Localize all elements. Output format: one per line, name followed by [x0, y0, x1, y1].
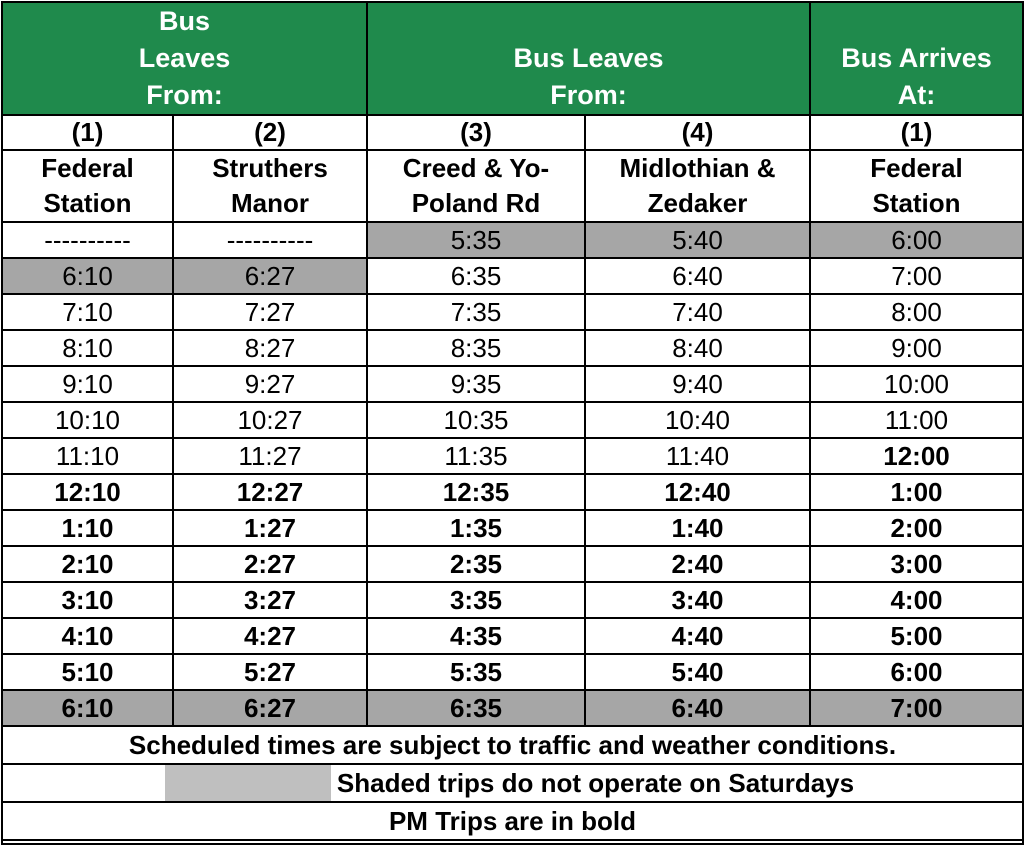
trip-time: 4:10 — [2, 618, 173, 654]
trip-time: 5:35 — [367, 222, 585, 258]
trip-time: 5:40 — [585, 654, 810, 690]
header-row — [2, 2, 1023, 115]
trip-time: 12:27 — [173, 474, 367, 510]
trip-row — [2, 690, 1023, 726]
header-bus-arrives-at — [810, 2, 1023, 115]
stop-name: Creed & Yo-Poland Rd — [367, 150, 585, 222]
trip-time: 9:10 — [2, 366, 173, 402]
trip-time: 2:35 — [367, 546, 585, 582]
trip-time: 6:10 — [2, 258, 173, 294]
trip-time: 4:35 — [367, 618, 585, 654]
trip-time: 2:27 — [173, 546, 367, 582]
stop-number: (1) — [810, 115, 1023, 150]
trip-time: 2:00 — [810, 510, 1023, 546]
trip-row — [2, 330, 1023, 366]
trip-time: 5:27 — [173, 654, 367, 690]
trip-time: 9:27 — [173, 366, 367, 402]
trip-time: 8:10 — [2, 330, 173, 366]
note-row-shaded — [2, 764, 1023, 802]
trip-time: 12:00 — [810, 438, 1023, 474]
trip-time: 3:27 — [173, 582, 367, 618]
trip-time: 8:27 — [173, 330, 367, 366]
trip-time: 12:35 — [367, 474, 585, 510]
trip-time: 7:10 — [2, 294, 173, 330]
trip-time: 6:40 — [585, 690, 810, 726]
trip-time: 6:40 — [585, 258, 810, 294]
trip-time: 8:00 — [810, 294, 1023, 330]
stop-number: (2) — [173, 115, 367, 150]
trip-row — [2, 366, 1023, 402]
trip-time: 6:35 — [367, 690, 585, 726]
shaded-note-text: Shaded trips do not operate on Saturdays — [336, 768, 855, 798]
note-row-traffic — [2, 726, 1023, 764]
note-row-bold — [2, 802, 1023, 840]
trip-time: 11:00 — [810, 402, 1023, 438]
trip-time: 7:40 — [585, 294, 810, 330]
trip-time: 1:10 — [2, 510, 173, 546]
bold-note: PM Trips are in bold — [2, 802, 1023, 840]
trip-row — [2, 654, 1023, 690]
trip-row — [2, 402, 1023, 438]
trip-time: 11:35 — [367, 438, 585, 474]
stop-number: (4) — [585, 115, 810, 150]
stop-number: (1) — [2, 115, 173, 150]
traffic-note: Scheduled times are subject to traffic and weather conditions. — [2, 726, 1023, 764]
trip-time: 8:40 — [585, 330, 810, 366]
trip-time: 4:00 — [810, 582, 1023, 618]
shaded-legend-swatch — [165, 765, 331, 801]
trip-time: 6:35 — [367, 258, 585, 294]
trip-time: 7:35 — [367, 294, 585, 330]
bus-schedule-table — [1, 1, 1024, 841]
trip-time: 10:27 — [173, 402, 367, 438]
trip-row — [2, 510, 1023, 546]
trip-time: 10:00 — [810, 366, 1023, 402]
trip-row — [2, 546, 1023, 582]
trip-time: 11:40 — [585, 438, 810, 474]
stop-number-row — [2, 115, 1023, 150]
trip-time: ---------- — [173, 222, 367, 258]
trip-time: ---------- — [2, 222, 173, 258]
trip-time: 3:10 — [2, 582, 173, 618]
trip-time: 2:10 — [2, 546, 173, 582]
trip-time: 9:40 — [585, 366, 810, 402]
trip-time: 11:27 — [173, 438, 367, 474]
trip-time: 6:27 — [173, 258, 367, 294]
stop-name: Midlothian & Zedaker — [585, 150, 810, 222]
trip-time: 5:40 — [585, 222, 810, 258]
trip-row — [2, 222, 1023, 258]
stop-name: Federal Station — [810, 150, 1023, 222]
trip-time: 2:40 — [585, 546, 810, 582]
trip-time: 6:27 — [173, 690, 367, 726]
trip-time: 10:35 — [367, 402, 585, 438]
trip-time: 6:00 — [810, 654, 1023, 690]
stop-name-row — [2, 150, 1023, 222]
trip-time: 10:40 — [585, 402, 810, 438]
trip-row — [2, 258, 1023, 294]
header-bus-leaves-from-2 — [367, 2, 810, 115]
trip-time: 1:35 — [367, 510, 585, 546]
trip-time: 12:10 — [2, 474, 173, 510]
trip-row — [2, 294, 1023, 330]
trip-time: 1:40 — [585, 510, 810, 546]
trip-time: 5:35 — [367, 654, 585, 690]
trip-time: 4:40 — [585, 618, 810, 654]
header-bus-leaves-from-1 — [2, 2, 367, 115]
trip-time: 3:40 — [585, 582, 810, 618]
trip-time: 1:27 — [173, 510, 367, 546]
trip-time: 4:27 — [173, 618, 367, 654]
trip-time: 10:10 — [2, 402, 173, 438]
trip-time: 6:10 — [2, 690, 173, 726]
trip-time: 7:27 — [173, 294, 367, 330]
header-label-1: Bus Leaves From: — [138, 6, 231, 110]
trip-time: 5:00 — [810, 618, 1023, 654]
trip-row — [2, 582, 1023, 618]
trip-time: 3:35 — [367, 582, 585, 618]
trip-time: 11:10 — [2, 438, 173, 474]
trip-time: 7:00 — [810, 258, 1023, 294]
header-label-3: Bus Arrives At: — [841, 43, 992, 110]
stop-name: Struthers Manor — [173, 150, 367, 222]
trip-time: 7:00 — [810, 690, 1023, 726]
trip-row — [2, 618, 1023, 654]
trip-time: 9:35 — [367, 366, 585, 402]
trip-time: 12:40 — [585, 474, 810, 510]
trip-time: 5:10 — [2, 654, 173, 690]
trip-time: 6:00 — [810, 222, 1023, 258]
trip-time: 1:00 — [810, 474, 1023, 510]
header-label-2: Bus Leaves From: — [513, 43, 664, 110]
trip-time: 8:35 — [367, 330, 585, 366]
stop-name: Federal Station — [2, 150, 173, 222]
trip-row — [2, 438, 1023, 474]
stop-number: (3) — [367, 115, 585, 150]
trip-row — [2, 474, 1023, 510]
trip-time: 3:00 — [810, 546, 1023, 582]
trip-time: 9:00 — [810, 330, 1023, 366]
shaded-note — [2, 764, 1023, 802]
